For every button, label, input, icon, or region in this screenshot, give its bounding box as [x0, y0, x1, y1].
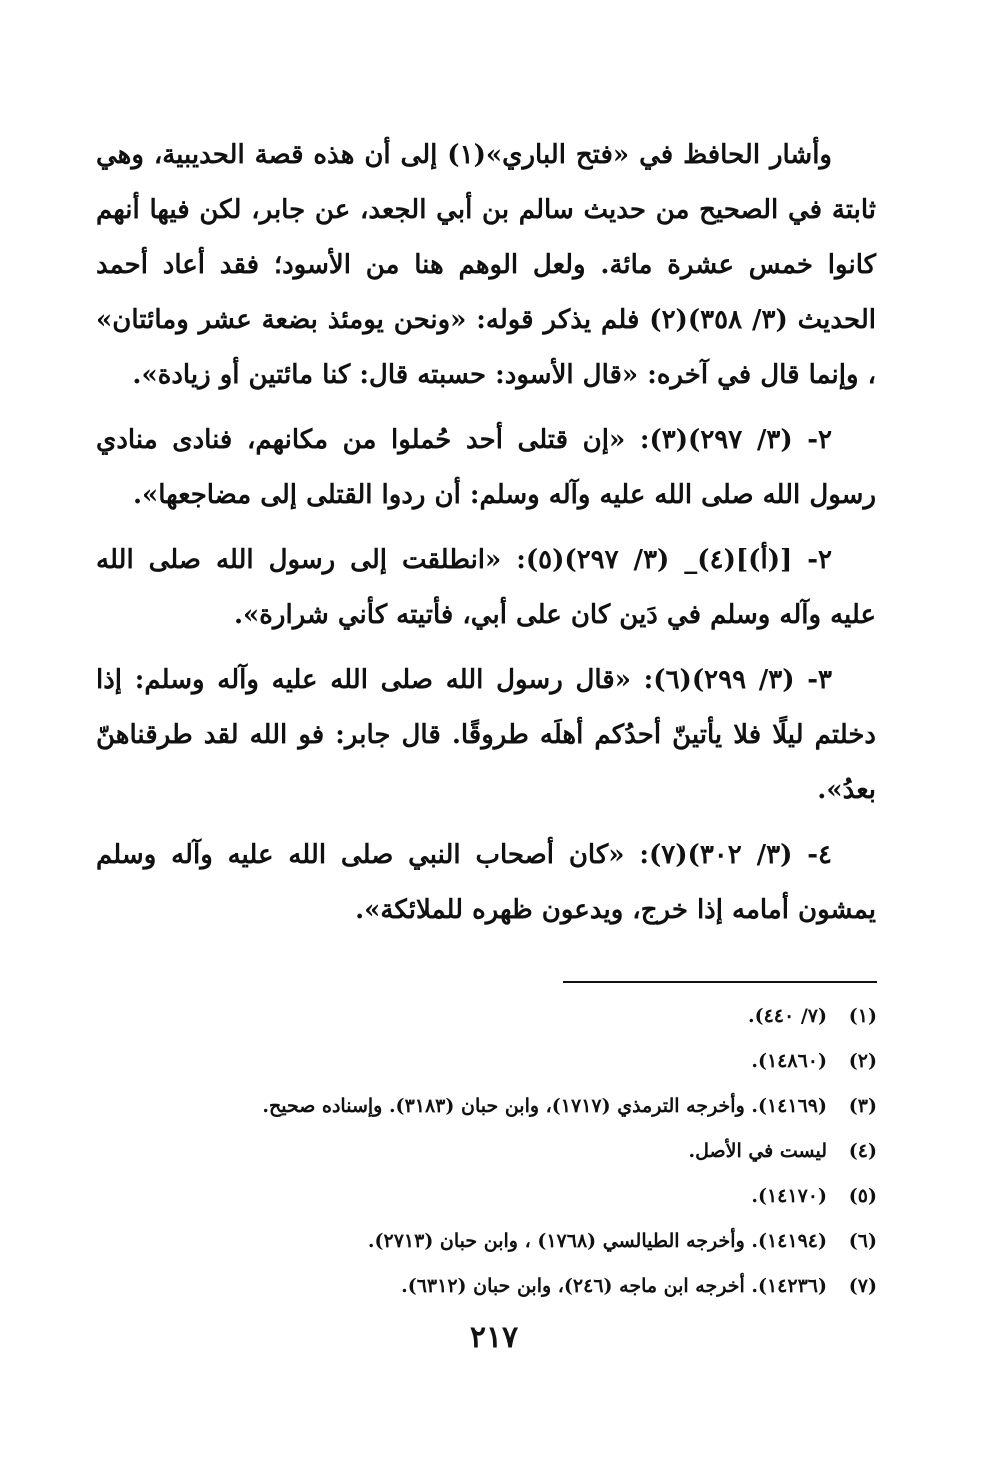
footnote-text: ليست في الأصل.	[688, 1140, 827, 1162]
paragraph-intro: وأشار الحافظ في «فتح الباري»(١) إلى أن هذه قصة الحديبية، وهي ثابتة في الصحيح من حديث سالم بن أبي الجعد، عن جابر، لكن فيها أنهم كانوا خمس عشرة مائة. ولعل الوهم هنا من الأسود؛ فقد أعاد أحمد الحديث (٣/ ٣٥٨)(٢) فلم يذكر قوله: «ونحن يومئذ بضعة عشر ومائتان» ، وإنما قال في آخره: «قال الأسود: حسبته قال: كنا مائتين أو زيادة».	[96, 140, 876, 390]
footnote-separator	[563, 981, 877, 983]
paragraph-hadith-3: ٣- (٣/ ٢٩٩)(٦): «قال رسول الله صلى الله عليه وآله وسلم: إذا دخلتم ليلًا فلا يأتينّ أحدُكم أهلَه طروقًا. قال جابر: فو الله لقد طرقناهنّ بعدُ».	[96, 665, 876, 805]
footnote-number: (٥)	[848, 1185, 877, 1207]
main-text	[96, 128, 876, 948]
footnote-text: (١٤١٧٠).	[751, 1185, 827, 1207]
paragraph-hadith-4: ٤- (٣/ ٣٠٢)(٧): «كان أصحاب النبي صلى الله عليه وآله وسلم يمشون أمامه إذا خرج، ويدعون ظهره للملائكة».	[96, 840, 876, 925]
footnote-text: (١٤٨٦٠).	[751, 1050, 827, 1072]
footnote-number: (٤)	[848, 1140, 877, 1162]
footnote-text: (٧/ ٤٤٠).	[747, 1005, 827, 1027]
footnote-text: (١٤١٦٩). وأخرجه الترمذي (١٧١٧)، وابن حبان (٣١٨٣). وإسناده صحيح.	[262, 1095, 827, 1117]
footnote-text: (١٤١٩٤). وأخرجه الطيالسي (١٧٦٨) ، وابن حبان (٢٧١٣).	[367, 1230, 827, 1252]
footnote-item	[96, 1264, 877, 1309]
page-number: ٢١٧	[469, 1320, 519, 1355]
footnote-number: (٢)	[848, 1050, 877, 1072]
footnote-item	[96, 1129, 877, 1174]
footnote-text: (١٤٢٣٦). أخرجه ابن ماجه (٢٤٦)، وابن حبان (٦٣١٢).	[401, 1275, 827, 1297]
footnote-item	[96, 1039, 877, 1084]
paragraph-hadith-2: ٢- (٣/ ٢٩٧)(٣): «إن قتلى أحد حُملوا من مكانهم، فنادى منادي رسول الله صلى الله عليه وآله وسلم: أن ردوا القتلى إلى مضاجعها».	[96, 425, 876, 510]
footnote-item	[96, 994, 877, 1039]
footnote-number: (٣)	[848, 1095, 877, 1117]
footnote-item	[96, 1174, 877, 1219]
footnotes	[96, 994, 877, 1309]
paragraph-hadith-2a: ٢- [(أ)](٤)_ (٣/ ٢٩٧)(٥): «انطلقت إلى رسول الله صلى الله عليه وآله وسلم في دَين كان على أبي، فأتيته كأني شرارة».	[96, 545, 876, 630]
footnote-number: (١)	[848, 1005, 877, 1027]
footnote-item	[96, 1219, 877, 1264]
footnote-number: (٦)	[848, 1230, 877, 1252]
footnote-item	[96, 1084, 877, 1129]
footnote-number: (٧)	[848, 1275, 877, 1297]
